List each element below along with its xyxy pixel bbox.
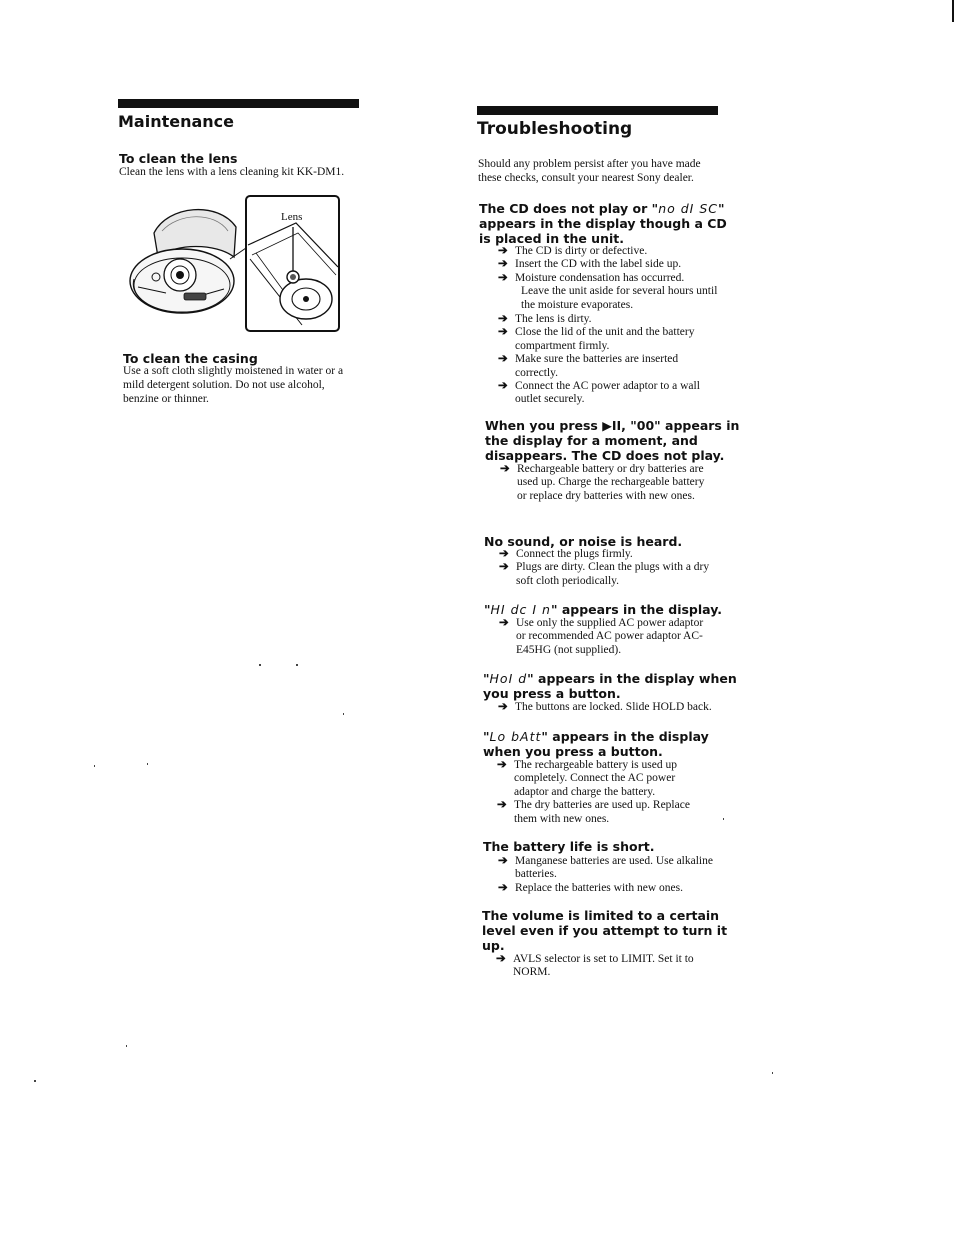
troubleshooting-intro: Should any problem persist after you have made these checks, consult your nearest Sony dealer. xyxy=(478,158,701,184)
solution-list-lo-batt xyxy=(497,759,690,826)
problem-heading-cd-not-play: The CD does not play or "no dI SC" appears in the display though a CD is placed in the unit. xyxy=(479,201,727,246)
casing-cleaning-text: Use a soft cloth slightly moistened in water or a mild detergent solution. Do not use alcohol, benzine or thinner. xyxy=(123,365,344,405)
arrow-icon: ➔ xyxy=(498,326,508,339)
solution-list-cd-not-play xyxy=(498,245,717,407)
scan-speck xyxy=(343,713,344,715)
arrow-icon: ➔ xyxy=(498,245,508,257)
scan-speck xyxy=(147,763,148,765)
arrow-icon: ➔ xyxy=(498,881,508,894)
arrow-icon: ➔ xyxy=(499,548,509,560)
problem-heading-no-sound: No sound, or noise is heard. xyxy=(484,534,683,549)
solution-item: ➔ The CD is dirty or defective. xyxy=(498,245,648,257)
solution-item: ➔ The buttons are locked. Slide HOLD back. xyxy=(498,701,712,713)
arrow-icon: ➔ xyxy=(498,258,508,271)
solution-item: ➔ Insert the CD with the label side up. xyxy=(498,258,682,271)
scan-speck xyxy=(34,1080,36,1082)
solution-list-00-appears xyxy=(500,463,704,503)
problem-heading-00-appears: When you press ▶II, "00" appears in the display for a moment, and disappears. The CD does not play. xyxy=(485,418,740,463)
solution-list-no-sound xyxy=(499,548,709,588)
scan-speck xyxy=(723,818,724,820)
solution-item: ➔ The lens is dirty. xyxy=(498,313,592,326)
lcd-no-disc: no dI SC xyxy=(658,201,718,216)
arrow-icon: ➔ xyxy=(498,313,508,326)
scan-speck xyxy=(296,664,298,666)
arrow-icon: ➔ xyxy=(499,561,509,574)
solution-item: ➔ The rechargeable battery is used up completely. Connect the AC power adaptor and charge the battery. xyxy=(497,759,677,798)
solution-item: ➔ Rechargeable battery or dry batteries are used up. Charge the rechargeable battery or replace dry batteries with new ones. xyxy=(500,463,705,502)
lens-cleaning-illustration xyxy=(126,193,342,335)
solution-item: ➔ Close the lid of the unit and the battery compartment firmly. xyxy=(498,326,695,352)
lens-callout-label: Lens xyxy=(281,211,303,223)
lcd-hold: HoI d xyxy=(489,671,528,686)
solution-list-hi-dc-in xyxy=(499,617,703,657)
lcd-lo-batt: Lo bAtt xyxy=(489,729,542,744)
problem-heading-volume-limited: The volume is limited to a certain level even if you attempt to turn it up. xyxy=(482,908,728,953)
solution-item: ➔ Replace the batteries with new ones. xyxy=(498,881,683,894)
scan-speck xyxy=(772,1072,773,1074)
arrow-icon: ➔ xyxy=(496,953,506,965)
solution-item: ➔ Connect the plugs firmly. xyxy=(499,548,633,560)
solution-item: ➔ Make sure the batteries are inserted correctly. xyxy=(498,353,679,379)
maintenance-title: Maintenance xyxy=(118,112,235,131)
solution-item: ➔ Manganese batteries are used. Use alkaline batteries. xyxy=(498,855,713,881)
solution-item: ➔ Connect the AC power adaptor to a wall outlet securely. xyxy=(498,380,700,406)
problem-heading-battery-life: The battery life is short. xyxy=(483,839,655,854)
scan-speck xyxy=(259,664,261,666)
troubleshooting-title: Troubleshooting xyxy=(477,119,633,139)
arrow-icon: ➔ xyxy=(498,855,508,867)
arrow-icon: ➔ xyxy=(498,701,508,713)
solution-item: ➔ The dry batteries are used up. Replace them with new ones. xyxy=(497,799,690,825)
arrow-icon: ➔ xyxy=(499,617,509,629)
solution-list-volume-limited xyxy=(496,953,694,980)
arrow-icon: ➔ xyxy=(498,271,508,284)
solution-item: ➔ Use only the supplied AC power adaptor or recommended AC power adaptor AC- E45HG (not supplied). xyxy=(499,617,704,656)
solution-list-hold xyxy=(498,701,712,714)
arrow-icon: ➔ xyxy=(498,380,508,393)
lcd-hi-dc-in: HI dc I n xyxy=(490,602,551,617)
troubleshooting-heading-bar xyxy=(477,106,718,115)
arrow-icon: ➔ xyxy=(500,463,510,475)
maintenance-heading-bar xyxy=(118,99,359,108)
problem-heading-hold: "HoI d" appears in the display when you press a button. xyxy=(483,671,737,701)
solution-item: ➔ AVLS selector is set to LIMIT. Set it to NORM. xyxy=(496,953,694,979)
scan-speck xyxy=(94,765,95,767)
solution-list-battery-life xyxy=(498,855,713,895)
lens-cleaning-heading: To clean the lens xyxy=(119,151,238,166)
arrow-icon: ➔ xyxy=(497,799,507,812)
arrow-icon: ➔ xyxy=(497,759,507,771)
solution-item: ➔ Moisture condensation has occurred. Leave the unit aside for several hours until the moisture evaporates. xyxy=(498,271,718,311)
arrow-icon: ➔ xyxy=(498,353,508,366)
casing-cleaning-heading: To clean the casing xyxy=(123,351,258,366)
problem-heading-hi-dc-in: "HI dc I n" appears in the display. xyxy=(484,602,722,617)
lens-cleaning-text: Clean the lens with a lens cleaning kit KK-DM1. xyxy=(119,166,345,178)
scan-speck xyxy=(126,1045,127,1047)
solution-item: ➔ Plugs are dirty. Clean the plugs with a dry soft cloth periodically. xyxy=(499,561,710,587)
problem-heading-lo-batt: "Lo bAtt" appears in the display when you press a button. xyxy=(483,729,709,759)
